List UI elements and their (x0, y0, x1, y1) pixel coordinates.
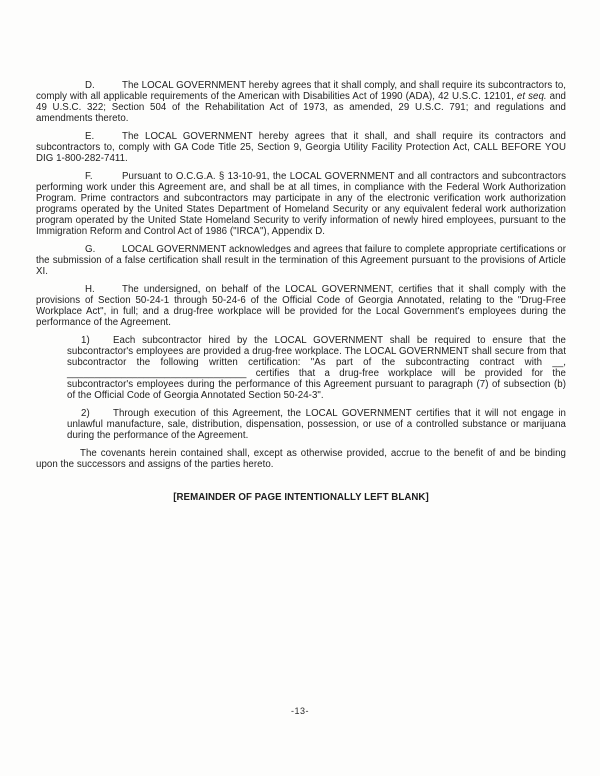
paragraph-f (36, 171, 566, 237)
subitem-1-text: Each subcontractor hired by the LOCAL GOVERNMENT shall be required to ensure that the subcontractor's employees are provided a drug-free workplace. The LOCAL GOVERNMENT shall secure from that subcontractor the following written certification: "As part of the subcontracting contract with __, _________________________________ certifies that a drug-free workplace will be provided for the subcontractor's employees during the performance of this Agreement pursuant to paragraph (7) of subsection (b) of the Official Code of Georgia Annotated Section 50-24-3". (67, 335, 566, 401)
section-label-f: F. (85, 171, 93, 182)
subitem-1 (67, 335, 566, 401)
paragraph-g-text: LOCAL GOVERNMENT acknowledges and agrees that failure to complete appropriate certifications or the submission of a false certification shall result in the termination of this Agreement pursuant to the provisions of Article XI. (36, 244, 566, 277)
paragraph-g (36, 244, 566, 277)
document-body (36, 80, 566, 510)
subitem-2-text: Through execution of this Agreement, the LOCAL GOVERNMENT certifies that it will not engage in unlawful manufacture, sale, distribution, dispensation, possession, or use of a controlled substance or marijuana during the performance of the Agreement. (67, 408, 566, 441)
subitem-label-1: 1) (81, 335, 90, 346)
section-label-e: E. (85, 131, 95, 142)
section-label-d: D. (85, 80, 95, 91)
paragraph-h-text: The undersigned, on behalf of the LOCAL GOVERNMENT, certifies that it shall comply with the provisions of Section 50-24-1 through 50-24-6 of the Official Code of Georgia Annotated, relating to the "Drug-Free Workplace Act", in full; and a drug-free workplace will be provided for the Local Government's employees during the performance of the Agreement. (36, 284, 566, 328)
subitem-label-2: 2) (81, 408, 90, 419)
section-label-h: H. (85, 284, 95, 295)
paragraph-d-text: The LOCAL GOVERNMENT hereby agrees that it shall comply, and shall require its subcontractors to, comply with all applicable requirements of the American with Disabilities Act of 1990 (ADA), 42 U.S.C. 12101, et seq. and 49 U.S.C. 322; Section 504 of the Rehabilitation Act of 1973, as amended, 29 U.S.C. 791; and regulations and amendments thereto. (36, 80, 566, 124)
paragraph-e (36, 131, 566, 164)
section-label-g: G. (85, 244, 96, 255)
remainder-notice: [REMAINDER OF PAGE INTENTIONALLY LEFT BLANK] (173, 492, 429, 503)
paragraph-d (36, 80, 566, 124)
paragraph-e-text: The LOCAL GOVERNMENT hereby agrees that it shall, and shall require its contractors and subcontractors to, comply with GA Code Title 25, Section 9, Georgia Utility Facility Protection Act, CALL BEFORE YOU DIG 1-800-282-7411. (36, 131, 566, 164)
closing-paragraph-text: The covenants herein contained shall, except as otherwise provided, accrue to the benefit of and be binding upon the successors and assigns of the parties hereto. (36, 448, 566, 470)
subitem-2 (67, 408, 566, 441)
closing-paragraph (36, 448, 566, 470)
paragraph-f-text: Pursuant to O.C.G.A. § 13-10-91, the LOCAL GOVERNMENT and all contractors and subcontractors performing work under this Agreement are, and shall be at all times, in compliance with the Federal Work Authorization Program. Prime contractors and subcontractors may participate in any of the electronic verification work authorization programs operated by the United States Department of Homeland Security or any equivalent federal work authorization program operated by the United State Homeland Security to verify information of newly hired employees, pursuant to the Immigration Reform and Control Act of 1986 ("IRCA"), Appendix D. (36, 171, 566, 237)
paragraph-h (36, 284, 566, 328)
page-number: -13- (290, 706, 309, 716)
